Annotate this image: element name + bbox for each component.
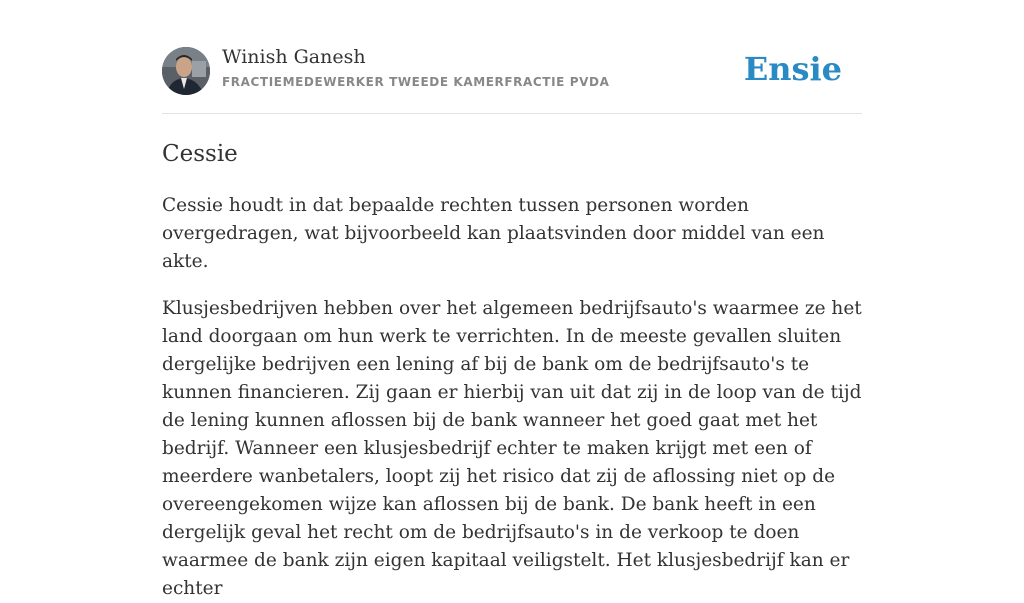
avatar[interactable]	[162, 47, 210, 95]
author-name[interactable]: Winish Ganesh	[222, 46, 366, 68]
author-role: FRACTIEMEDEWERKER TWEEDE KAMERFRACTIE PVDA	[222, 75, 610, 89]
person-photo-icon	[162, 47, 210, 95]
brand-logo[interactable]: Ensie	[743, 50, 842, 88]
page-container	[162, 0, 862, 603]
article-title: Cessie	[162, 141, 238, 167]
author-header	[162, 0, 862, 114]
article-paragraph: Cessie houdt in dat bepaalde rechten tussen personen worden overgedragen, wat bijvoorbeeld kan plaatsvinden door middel van een akte.	[162, 195, 825, 272]
article-paragraph: Klusjesbedrijven hebben over het algemeen bedrijfsauto's waarmee ze het land doorgaan om hun werk te verrichten. In de meeste gevallen sluiten dergelijke bedrijven een lening af bij de bank om de bedrijfsauto's te kunnen financieren. Zij gaan er hierbij van uit dat zij in de loop van de tijd de lening kunnen aflossen bij de bank wanneer het goed gaat met het bedrijf. Wanneer een klusjesbedrijf echter te maken krijgt met een of meerdere wanbetalers, loopt zij het risico dat zij de aflossing niet op de overeengekomen wijze kan aflossen bij de bank. De bank heeft in een dergelijk geval het recht om de bedrijfsauto's in de verkoop te doen waarmee de bank zijn eigen kapitaal veiligstelt. Het klusjesbedrijf kan er echter	[162, 298, 862, 599]
